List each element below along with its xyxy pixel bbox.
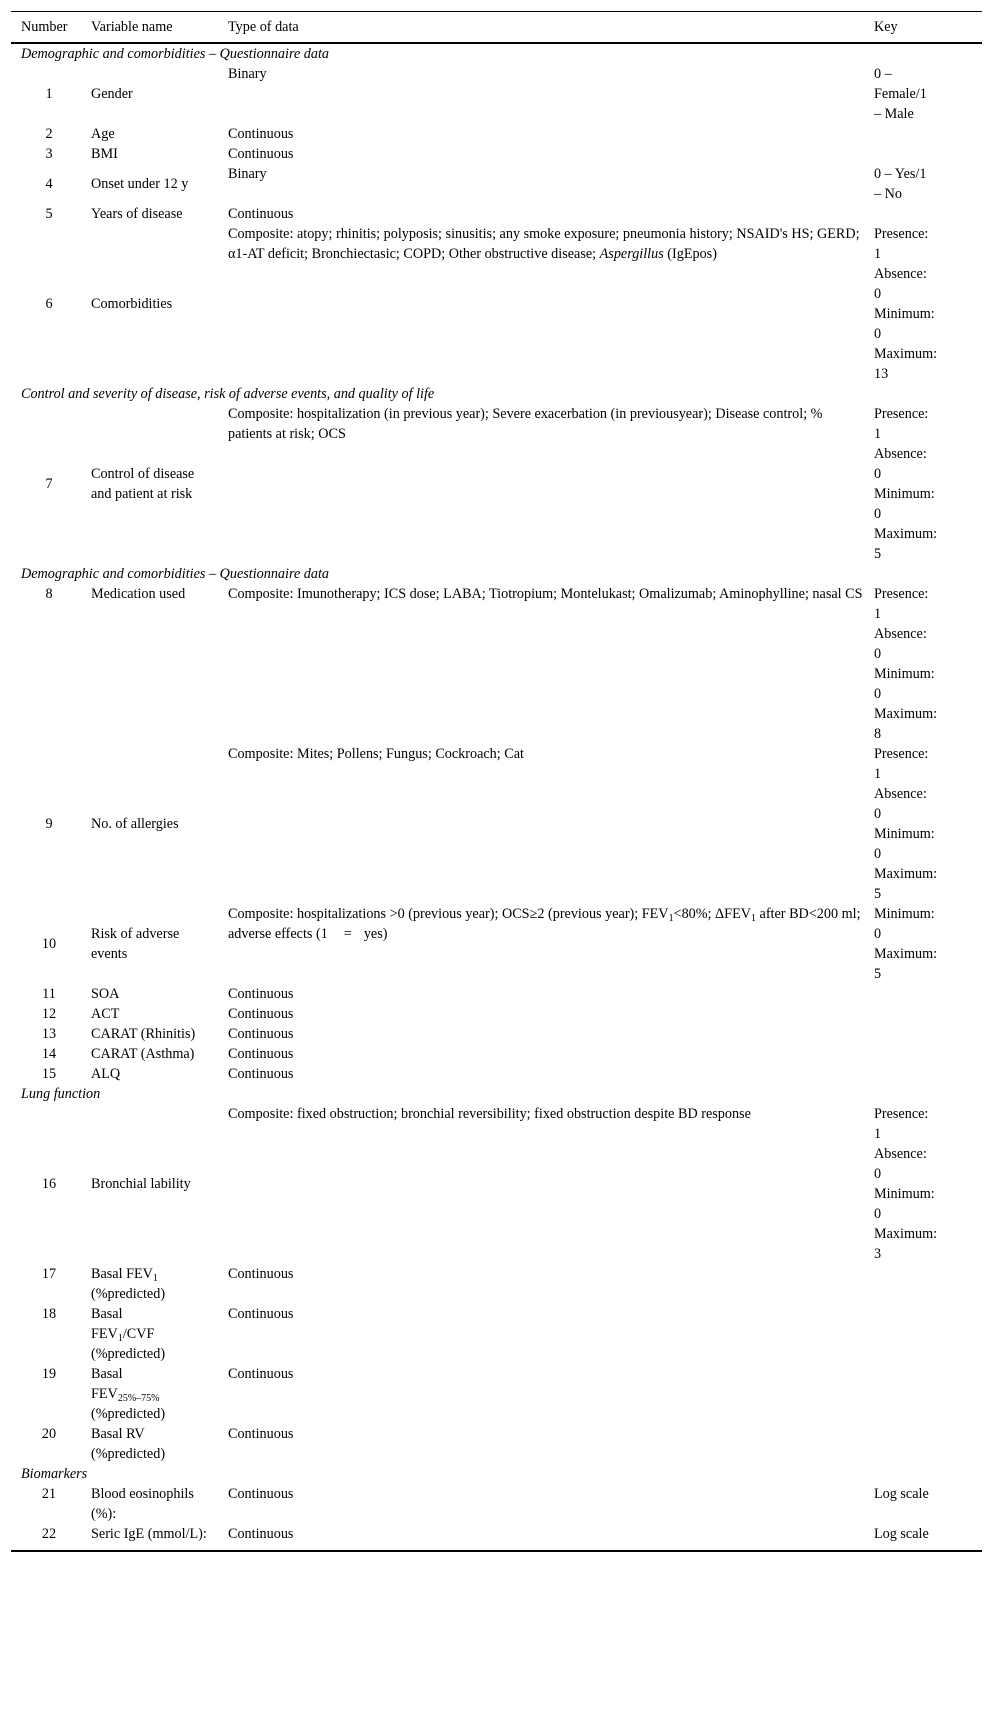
row-number: 18 xyxy=(41,1306,57,1322)
key-cell xyxy=(874,164,982,204)
key-cell xyxy=(874,984,982,1004)
key-line: Presence: xyxy=(874,746,929,762)
data-type: Continuous xyxy=(228,1366,294,1382)
key-line: Absence: xyxy=(874,446,927,462)
section-title: Control and severity of disease, risk of adverse events, and quality of life xyxy=(21,386,435,402)
table-row xyxy=(11,124,982,144)
name-text: Basal RV xyxy=(91,1426,145,1442)
type-text: yes) xyxy=(363,926,388,942)
key-cell xyxy=(874,904,982,984)
key-line: Absence: xyxy=(874,266,927,282)
key-line: 0 – Yes/1 xyxy=(874,166,927,182)
key-line: Absence: xyxy=(874,626,927,642)
data-type: Composite: Imunotherapy; ICS dose; LABA; Tiotropium; Montelukast; Omalizumab; Aminophylline; nasal CS xyxy=(228,586,863,602)
table-row xyxy=(11,144,982,164)
data-type: Continuous xyxy=(228,146,294,162)
data-type xyxy=(228,904,874,984)
key-line: – Male xyxy=(874,106,914,122)
key-line: Minimum: xyxy=(874,906,935,922)
section-title: Demographic and comorbidities – Questionnaire data xyxy=(21,566,330,582)
variable-name: Comorbidities xyxy=(91,296,173,312)
key-line: 1 xyxy=(874,1126,882,1142)
table-row xyxy=(11,1104,982,1264)
key-line: 5 xyxy=(874,886,882,902)
key-line: Maximum: xyxy=(874,706,938,722)
variable-name: Risk of adverse events xyxy=(91,926,180,962)
variable-name: ACT xyxy=(91,1006,120,1022)
key-line: 0 xyxy=(874,466,882,482)
variable-name: CARAT (Asthma) xyxy=(91,1046,195,1062)
key-line: 0 xyxy=(874,506,882,522)
section-row xyxy=(11,43,982,64)
key-line: 8 xyxy=(874,726,882,742)
variable-name: ALQ xyxy=(91,1066,121,1082)
data-type: Continuous xyxy=(228,126,294,142)
variable-name: Blood eosinophils (%): xyxy=(91,1486,194,1522)
key-line: – No xyxy=(874,186,902,202)
table-row xyxy=(11,404,982,564)
key-cell xyxy=(874,64,982,124)
key-line: 1 xyxy=(874,766,882,782)
key-line: 3 xyxy=(874,1246,882,1262)
table-row xyxy=(11,1264,982,1304)
data-type: Continuous xyxy=(228,1524,874,1551)
table-row xyxy=(11,1064,982,1084)
key-cell xyxy=(874,744,982,904)
variable-name xyxy=(91,1264,228,1304)
data-type: Continuous xyxy=(228,1046,294,1062)
variable-name: Gender xyxy=(91,86,133,102)
variable-name: No. of allergies xyxy=(91,816,179,832)
section-row xyxy=(11,1084,982,1104)
variable-name xyxy=(91,1304,228,1364)
data-type: Continuous xyxy=(228,1306,294,1322)
subscript: 1 xyxy=(750,913,756,924)
variable-name: Control of disease and patient at risk xyxy=(91,466,195,502)
data-type xyxy=(228,224,874,384)
table-body xyxy=(11,43,982,1551)
row-number: 1 xyxy=(45,86,53,102)
key-line: Minimum: xyxy=(874,306,935,322)
data-type: Composite: hospitalization (in previous year); Severe exacerbation (in previousyear); Disease control; % patients at risk; OCS xyxy=(228,406,823,442)
key-line: Presence: xyxy=(874,586,929,602)
section-row xyxy=(11,564,982,584)
key-line: 0 xyxy=(874,806,882,822)
subscript: 1 xyxy=(152,1273,158,1284)
key-line: Female/1 xyxy=(874,86,927,102)
table-row xyxy=(11,1024,982,1044)
row-number: 11 xyxy=(42,986,56,1002)
key-cell xyxy=(874,1484,982,1524)
table-row xyxy=(11,1364,982,1424)
key-line: Absence: xyxy=(874,1146,927,1162)
key-cell xyxy=(874,1264,982,1304)
row-number: 8 xyxy=(45,586,53,602)
variable-name: Seric IgE (mmol/L): xyxy=(91,1524,228,1551)
key-line: 0 xyxy=(874,286,882,302)
table-row xyxy=(11,984,982,1004)
key-line: Absence: xyxy=(874,786,927,802)
key-line: Presence: xyxy=(874,1106,929,1122)
key-line: Minimum: xyxy=(874,1186,935,1202)
row-number: 10 xyxy=(41,936,57,952)
key-line: Maximum: xyxy=(874,526,938,542)
key-line: 0 xyxy=(874,1206,882,1222)
name-text: FEV xyxy=(91,1386,118,1402)
table-row xyxy=(11,1044,982,1064)
key-line: Minimum: xyxy=(874,666,935,682)
key-line: Maximum: xyxy=(874,346,938,362)
data-type: Continuous xyxy=(228,1066,294,1082)
table-row xyxy=(11,1004,982,1024)
row-number: 5 xyxy=(45,206,53,222)
key-line: Maximum: xyxy=(874,946,938,962)
key-line: 5 xyxy=(874,966,882,982)
key-cell xyxy=(874,1064,982,1084)
variable-name xyxy=(91,1424,228,1464)
key-cell xyxy=(874,204,982,224)
header-variable-name: Variable name xyxy=(91,12,228,44)
type-text: Composite: hospitalizations >0 (previous year); OCS≥2 (previous year); FEV xyxy=(228,906,669,922)
variable-name: CARAT (Rhinitis) xyxy=(91,1026,196,1042)
key-line: 0 xyxy=(874,926,882,942)
variable-name: Bronchial lability xyxy=(91,1176,191,1192)
key-line: 1 xyxy=(874,606,882,622)
key-line: Log scale xyxy=(874,1486,929,1502)
name-text: Basal FEV xyxy=(91,1266,153,1282)
table-row xyxy=(11,904,982,984)
table-row xyxy=(11,224,982,384)
header-key: Key xyxy=(874,12,982,44)
row-number: 14 xyxy=(41,1046,57,1062)
header-number: Number xyxy=(11,12,91,44)
data-type: Continuous xyxy=(228,1006,294,1022)
type-text: after BD<200 ml; adverse effects (1 xyxy=(228,906,861,942)
table-row xyxy=(11,1524,982,1551)
key-line: 0 xyxy=(874,686,882,702)
type-text: Composite: atopy; rhinitis; polyposis; sinusitis; any smoke exposure; pneumonia history; NSAID's HS; GERD; α1-AT deficit; Bronchiectasic; COPD; Other obstructive disease; xyxy=(228,226,860,262)
name-text: Basal xyxy=(91,1366,123,1382)
table-row xyxy=(11,744,982,904)
variable-name: Years of disease xyxy=(91,206,183,222)
name-text: Basal xyxy=(91,1306,123,1322)
key-cell xyxy=(874,1104,982,1264)
table-row xyxy=(11,1304,982,1364)
name-text: (%predicted) xyxy=(91,1346,166,1362)
table-row xyxy=(11,164,982,204)
name-text: FEV xyxy=(91,1326,118,1342)
variable-name: Age xyxy=(91,126,115,142)
table-row xyxy=(11,1484,982,1524)
section-row xyxy=(11,1464,982,1484)
key-line: Minimum: xyxy=(874,486,935,502)
name-text: (%predicted) xyxy=(91,1446,166,1462)
header-row xyxy=(11,12,982,44)
section-title: Lung function xyxy=(21,1086,101,1102)
subscript: 25%–75% xyxy=(117,1393,160,1404)
key-line: 0 xyxy=(874,1166,882,1182)
key-line: 1 xyxy=(874,426,882,442)
key-cell xyxy=(874,1524,982,1551)
row-number: 16 xyxy=(41,1176,57,1192)
name-text: (%predicted) xyxy=(91,1286,166,1302)
row-number: 19 xyxy=(41,1366,57,1382)
key-line: 13 xyxy=(874,366,889,382)
table-row xyxy=(11,1424,982,1464)
variable-name: BMI xyxy=(91,146,118,162)
section-title: Biomarkers xyxy=(21,1466,88,1482)
table-row xyxy=(11,584,982,744)
row-number: 15 xyxy=(41,1066,57,1082)
key-line: 0 xyxy=(874,646,882,662)
data-type: Composite: Mites; Pollens; Fungus; Cockroach; Cat xyxy=(228,746,524,762)
header-type-of-data: Type of data xyxy=(228,12,874,44)
key-line: Presence: xyxy=(874,226,929,242)
type-italic-text: Aspergillus xyxy=(599,246,664,262)
row-number: 12 xyxy=(41,1006,57,1022)
row-number: 9 xyxy=(45,816,53,832)
data-type: Binary xyxy=(228,66,267,82)
row-number: 13 xyxy=(41,1026,57,1042)
row-number: 2 xyxy=(45,126,53,142)
variable-name xyxy=(91,1364,228,1424)
name-text: (%predicted) xyxy=(91,1406,166,1422)
key-cell xyxy=(874,224,982,384)
variables-table-container xyxy=(11,11,982,1552)
type-text: <80%; ΔFEV xyxy=(673,906,751,922)
key-cell xyxy=(874,584,982,744)
key-line: Maximum: xyxy=(874,866,938,882)
equals-sign: = xyxy=(343,926,352,942)
data-type: Continuous xyxy=(228,1426,294,1442)
data-type: Continuous xyxy=(228,206,294,222)
key-line: Maximum: xyxy=(874,1226,938,1242)
key-line: 5 xyxy=(874,546,882,562)
key-cell xyxy=(874,124,982,144)
subscript: 1 xyxy=(668,913,674,924)
key-cell xyxy=(874,1024,982,1044)
section-row xyxy=(11,384,982,404)
data-type: Continuous xyxy=(228,1026,294,1042)
variable-name: Medication used xyxy=(91,586,186,602)
key-cell xyxy=(874,1044,982,1064)
row-number: 4 xyxy=(45,176,53,192)
row-number: 3 xyxy=(45,146,53,162)
key-cell xyxy=(874,1424,982,1464)
row-number: 20 xyxy=(41,1426,57,1442)
type-text-end: (IgEpos) xyxy=(663,246,717,262)
row-number: 7 xyxy=(45,476,53,492)
key-line: Minimum: xyxy=(874,826,935,842)
key-line: 0 xyxy=(874,846,882,862)
variable-name: SOA xyxy=(91,986,120,1002)
section-title: Demographic and comorbidities – Questionnaire data xyxy=(21,46,330,62)
data-type: Composite: fixed obstruction; bronchial reversibility; fixed obstruction despite BD response xyxy=(228,1106,751,1122)
row-number: 6 xyxy=(45,296,53,312)
key-cell xyxy=(874,144,982,164)
key-line: Presence: xyxy=(874,406,929,422)
row-number: 21 xyxy=(41,1486,57,1502)
data-type: Binary xyxy=(228,166,267,182)
key-cell xyxy=(874,404,982,564)
row-number: 17 xyxy=(41,1266,57,1282)
key-line: Log scale xyxy=(874,1526,929,1542)
row-number: 22 xyxy=(11,1524,91,1551)
key-line: 0 – xyxy=(874,66,892,82)
data-type: Continuous xyxy=(228,986,294,1002)
name-text: /CVF xyxy=(122,1326,155,1342)
key-cell xyxy=(874,1304,982,1364)
table-header xyxy=(11,12,982,44)
variables-table xyxy=(11,11,982,1552)
variable-name: Onset under 12 y xyxy=(91,176,189,192)
table-row xyxy=(11,64,982,124)
key-line: 0 xyxy=(874,326,882,342)
key-cell xyxy=(874,1364,982,1424)
key-cell xyxy=(874,1004,982,1024)
table-row xyxy=(11,204,982,224)
data-type: Continuous xyxy=(228,1486,294,1502)
subscript: 1 xyxy=(117,1333,123,1344)
key-line: 1 xyxy=(874,246,882,262)
data-type: Continuous xyxy=(228,1266,294,1282)
